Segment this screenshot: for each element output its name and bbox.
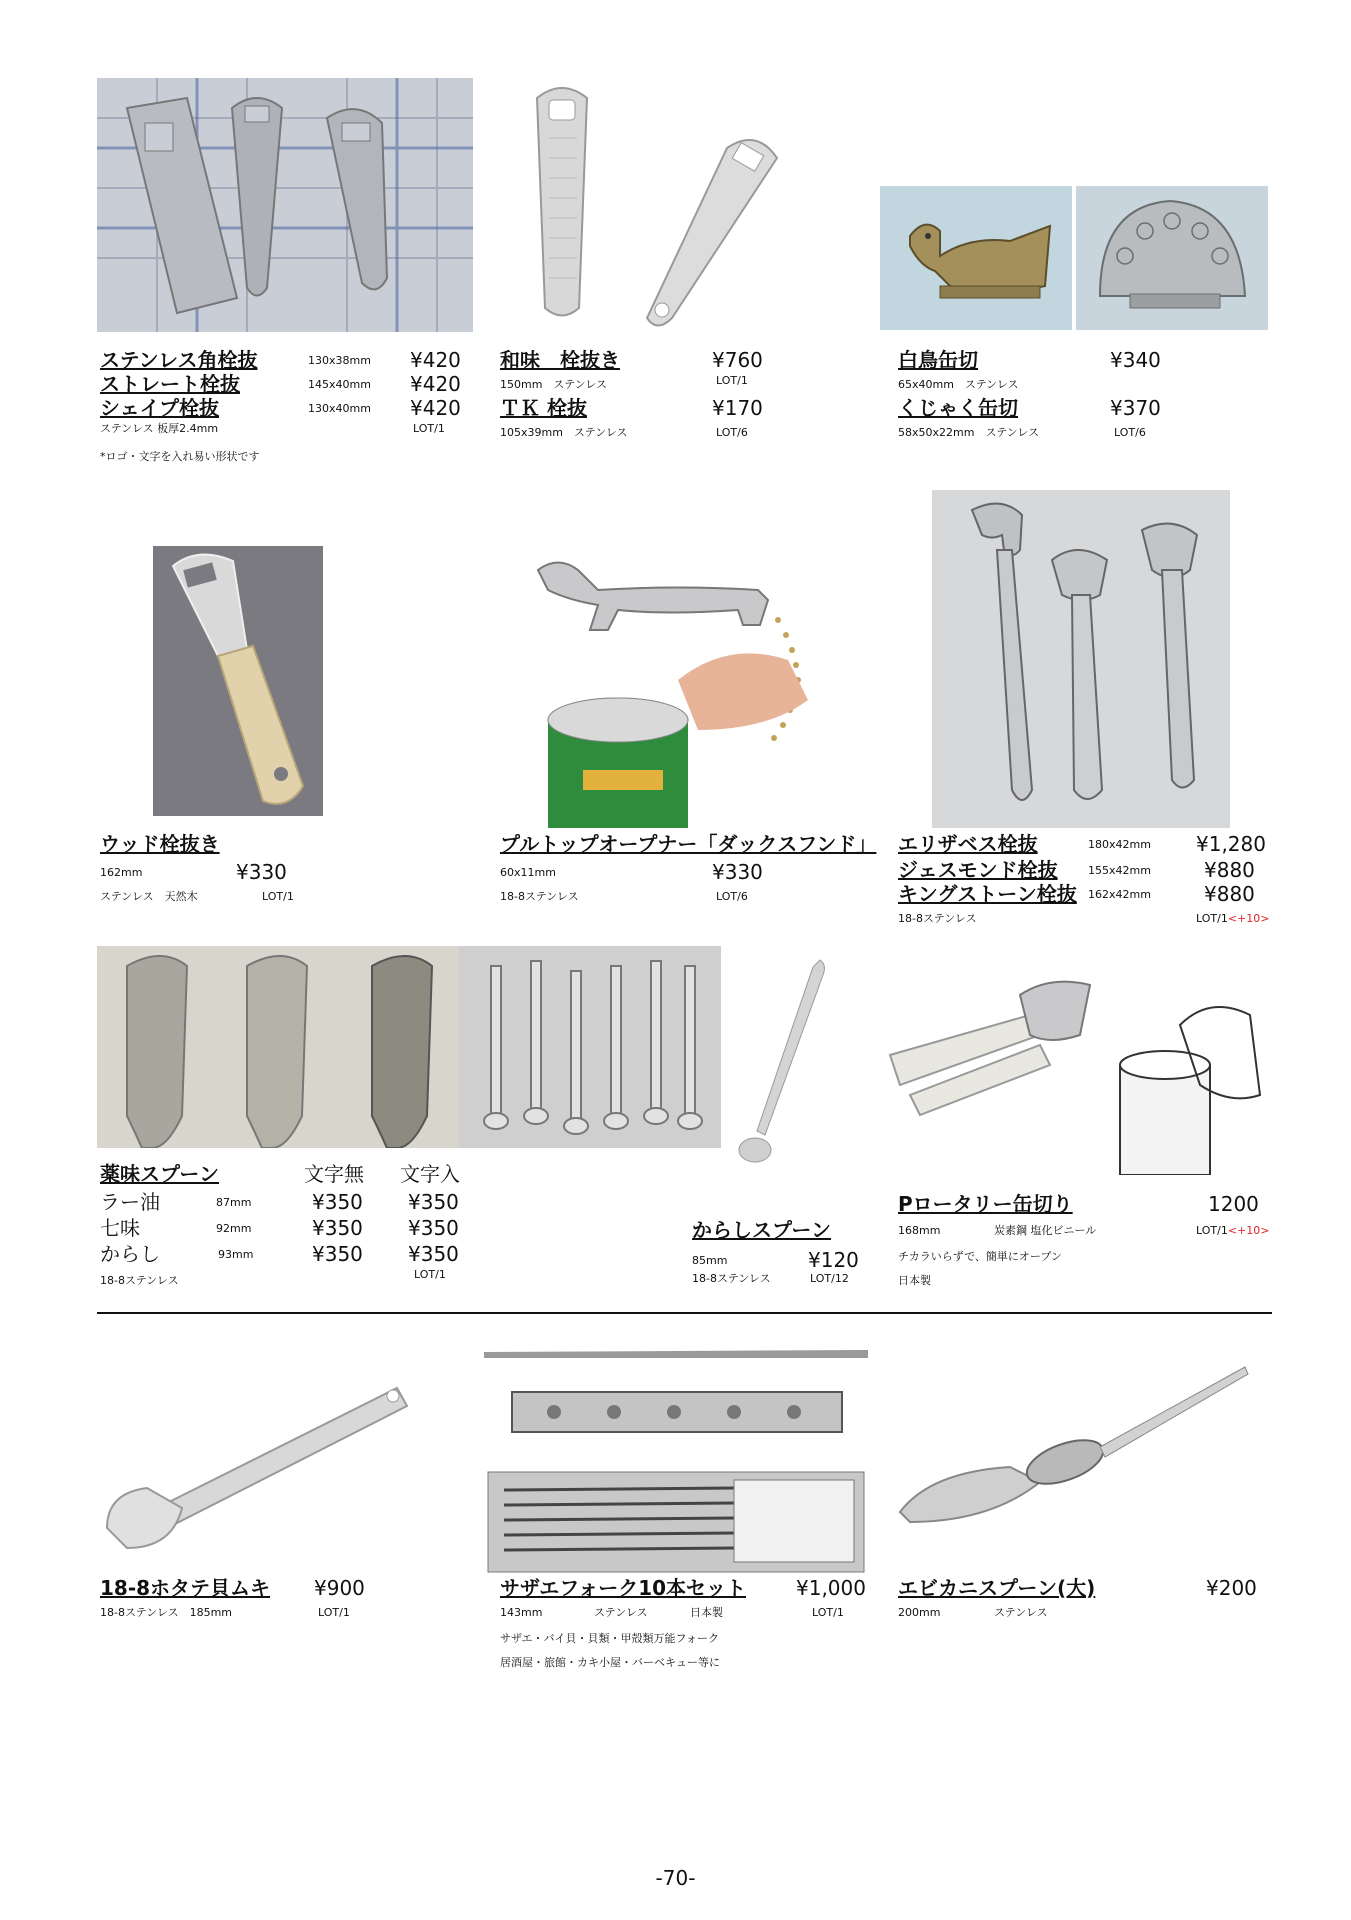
product-price-pulltop: ¥330 [712,860,763,884]
photo-dachshund-pulltop-opener [528,530,850,828]
yakumi-row-price-plain: ¥350 [312,1216,363,1240]
yakumi-row-price-engraved: ¥350 [408,1242,459,1266]
product-lot-peacock: LOT/6 [1114,426,1146,439]
yakumi-col-mojinashi: 文字無 [304,1162,364,1186]
product-name-wood: ウッド栓抜き [100,832,220,856]
photo-swan-peacock-can-openers [880,186,1268,330]
photo-stainless-openers [97,78,473,332]
product-name-ebi: エビカニスプーン(大) [898,1576,1096,1600]
product-name-elizabeth: エリザベス栓抜 [898,832,1038,856]
product-size-rotary: 168mm [898,1224,941,1237]
product-name-yakumi: 薬味スプーン [100,1162,219,1186]
product-size-ebi: 200mm [898,1606,941,1619]
product-name-shape: シェイプ栓抜 [100,396,219,420]
sazae-note-venues: 居酒屋・旅館・カキ小屋・バーベキュー等に [500,1656,720,1669]
product-origin-sazae: 日本製 [690,1606,723,1619]
photo-sazae-fork-set [484,1340,868,1576]
rotary-lot-value: LOT/1 [1196,1224,1228,1237]
product-price-hotate: ¥900 [314,1576,365,1600]
product-material-rotary: 炭素鋼 塩化ビニール [994,1224,1097,1237]
yakumi-lot: LOT/1 [414,1268,446,1281]
product-size-sazae: 143mm [500,1606,543,1619]
sazae-note-uses: サザエ・バイ貝・貝類・甲殻類万能フォーク [500,1632,720,1645]
rotary-lot-extra: <+10> [1227,1224,1270,1237]
product-price-kakusen: ¥420 [410,348,461,372]
product-name-kakusen: ステンレス角栓抜 [100,348,258,372]
product-price-peacock: ¥370 [1110,396,1161,420]
photo-hotate-shucker [97,1378,417,1558]
product-material-karashi: 18-8ステンレス [692,1272,771,1285]
product-name-pulltop: プルトップオープナー「ダックスフンド」 [500,832,877,856]
product-price-rotary: 1200 [1208,1192,1259,1216]
product-name-wami: 和味 栓抜き [500,348,620,372]
photo-yakumi-spoons-set [459,946,721,1148]
product-price-ebi: ¥200 [1206,1576,1257,1600]
yakumi-row-label: ラー油 [100,1190,160,1214]
group6-material: 18-8ステンレス [898,912,977,925]
product-name-swan: 白鳥缶切 [898,348,978,372]
product-size-kingstone: 162x42mm [1088,888,1151,901]
product-name-tk: ＴＫ 栓抜 [500,396,587,420]
group6-lot-extra: <+10> [1227,912,1270,925]
product-lot-rotary [1196,1224,1269,1238]
product-material-sazae: ステンレス [594,1606,648,1619]
photo-rotary-can-opener [880,955,1266,1175]
product-size-wood: 162mm [100,866,143,879]
photo-elizabeth-jesmond-kingstone-openers [932,490,1230,828]
product-size-shape: 130x40mm [308,402,371,415]
yakumi-row-size: 93mm [218,1248,254,1261]
product-price-jesmond: ¥880 [1204,858,1255,882]
product-price-straight: ¥420 [410,372,461,396]
product-price-sazae: ¥1,000 [796,1576,866,1600]
yakumi-row-label: からし [100,1242,160,1266]
product-price-swan: ¥340 [1110,348,1161,372]
product-name-rotary: Pロータリー缶切り [898,1192,1073,1216]
group1-note: *ロゴ・文字を入れ易い形状です [100,450,260,463]
yakumi-row-size: 87mm [216,1196,252,1209]
product-name-peacock: くじゃく缶切 [898,396,1018,420]
product-lot-hotate: LOT/1 [318,1606,350,1619]
rotary-note-easy-open: チカラいらずで、簡単にオープン [898,1250,1062,1263]
yakumi-row-label: 七味 [100,1216,140,1240]
yakumi-row-price-plain: ¥350 [312,1190,363,1214]
product-size-swan: 65x40mm ステンレス [898,378,1019,391]
rotary-note-made-in-japan: 日本製 [898,1274,931,1287]
product-size-straight: 145x40mm [308,378,371,391]
page-number: -70- [655,1866,696,1890]
yakumi-row-price-engraved: ¥350 [408,1216,459,1240]
product-name-straight: ストレート栓抜 [100,372,240,396]
product-price-kingstone: ¥880 [1204,882,1255,906]
product-lot-wood: LOT/1 [262,890,294,903]
product-size-pulltop: 60x11mm [500,866,556,879]
group1-lot: LOT/1 [413,422,445,435]
group6-lot-value: LOT/1 [1196,912,1228,925]
section-divider [97,1312,1272,1314]
product-name-karashi: からしスプーン [692,1218,831,1242]
product-size-tk: 105x39mm ステンレス [500,426,628,439]
product-lot-pulltop: LOT/6 [716,890,748,903]
yakumi-row-size: 92mm [216,1222,252,1235]
product-material-wood: ステンレス 天然木 [100,890,198,903]
yakumi-row-price-plain: ¥350 [312,1242,363,1266]
product-name-hotate: 18-8ホタテ貝ムキ [100,1576,271,1600]
product-lot-tk: LOT/6 [716,426,748,439]
product-name-sazae: サザエフォーク10本セット [500,1576,747,1600]
group6-lot [1196,912,1269,926]
product-name-kingstone: キングストーン栓抜 [898,882,1077,906]
product-price-karashi: ¥120 [808,1248,859,1272]
product-size-kakusen: 130x38mm [308,354,371,367]
product-price-shape: ¥420 [410,396,461,420]
product-size-karashi: 85mm [692,1254,728,1267]
product-lot-wami: LOT/1 [716,374,748,387]
product-size-jesmond: 155x42mm [1088,864,1151,877]
product-material-ebi: ステンレス [994,1606,1048,1619]
product-lot-karashi: LOT/12 [810,1272,849,1285]
yakumi-material: 18-8ステンレス [100,1274,179,1287]
photo-karashi-spoon [725,955,835,1175]
group1-material: ステンレス 板厚2.4mm [100,422,219,435]
product-size-elizabeth: 180x42mm [1088,838,1151,851]
product-spec-hotate: 18-8ステンレス 185mm [100,1606,233,1619]
photo-wami-tk-openers [497,78,867,332]
product-price-tk: ¥170 [712,396,763,420]
product-size-peacock: 58x50x22mm ステンレス [898,426,1040,439]
product-name-jesmond: ジェスモンド栓抜 [898,858,1058,882]
photo-wood-opener [153,546,323,816]
product-price-wami: ¥760 [712,348,763,372]
product-price-wood: ¥330 [236,860,287,884]
product-size-wami: 150mm ステンレス [500,378,608,391]
product-lot-sazae: LOT/1 [812,1606,844,1619]
product-price-elizabeth: ¥1,280 [1196,832,1266,856]
photo-yakumi-spoons-engraved [97,946,459,1148]
product-material-pulltop: 18-8ステンレス [500,890,579,903]
photo-ebikani-spoon [890,1352,1250,1538]
yakumi-col-mojiiri: 文字入 [400,1162,460,1186]
yakumi-row-price-engraved: ¥350 [408,1190,459,1214]
